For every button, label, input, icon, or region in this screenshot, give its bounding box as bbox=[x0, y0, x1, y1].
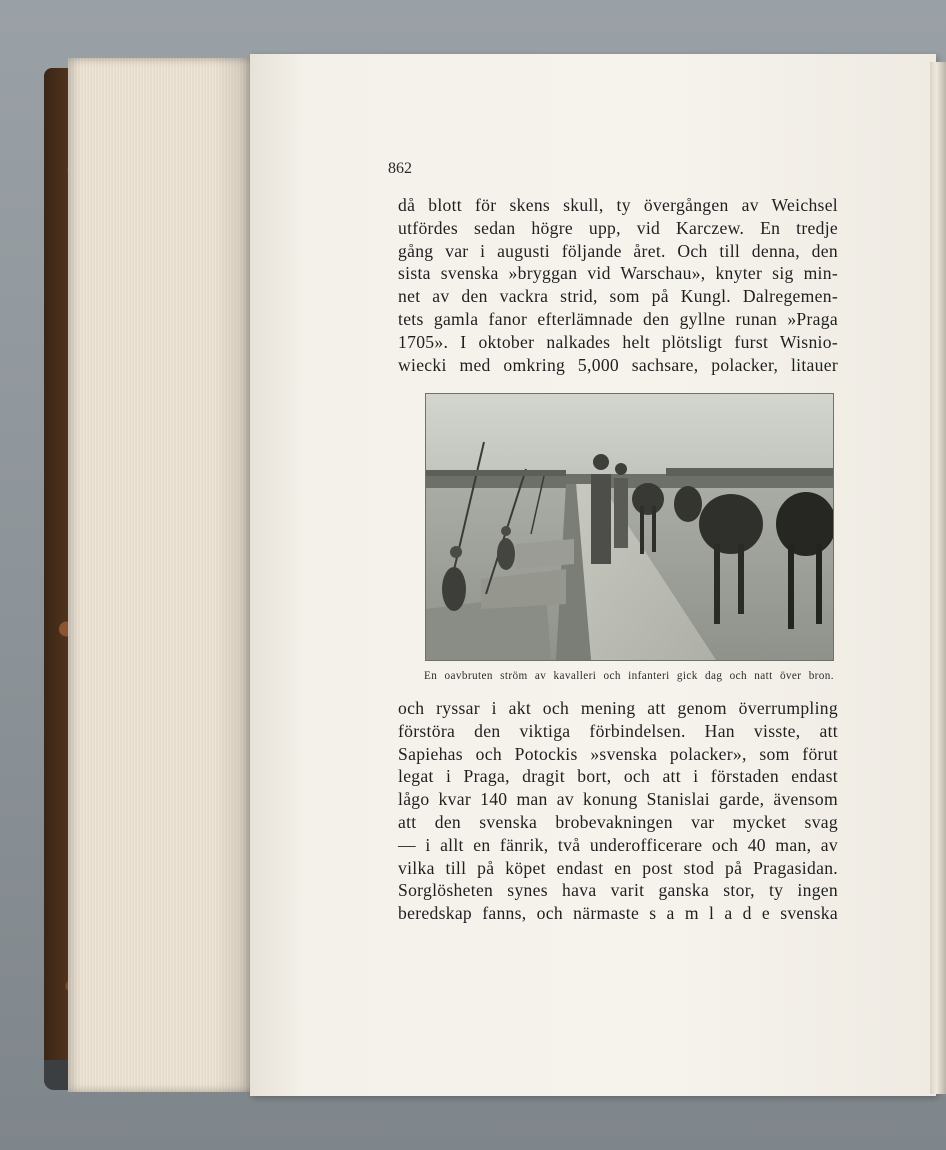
page-stack-edge bbox=[68, 58, 254, 1092]
text-line: 1705». I oktober nalkades helt plötsligt furst Wisnio- bbox=[398, 331, 838, 352]
text-line: lågo kvar 140 man av konung Stanislai garde, ävensom bbox=[398, 789, 838, 810]
text-line: net av den vackra strid, som på Kungl. Dalregemen- bbox=[398, 286, 838, 307]
text-line: legat i Praga, dragit bort, och att i förstaden endast bbox=[398, 766, 838, 787]
bridge-photograph bbox=[425, 393, 834, 661]
text-line: gång var i augusti följande året. Och till denna, den bbox=[398, 240, 838, 261]
text-line: förstöra den viktiga förbindelsen. Han visste, att bbox=[398, 720, 838, 741]
text-line: Sapiehas och Potockis »svenska polacker», som förut bbox=[398, 743, 838, 764]
paragraph-top bbox=[398, 194, 838, 376]
text-line: Sorglösheten synes hava varit ganska stor, ty ingen bbox=[398, 880, 838, 901]
text-line: wiecki med omkring 5,000 sachsare, polacker, litauer bbox=[398, 354, 838, 375]
text-line: beredskap fanns, och närmaste s a m l a d e svenska bbox=[398, 903, 838, 924]
text-line: sista svenska »bryggan vid Warschau», knyter sig min- bbox=[398, 263, 838, 284]
text-line: och ryssar i akt och mening att genom överrumpling bbox=[398, 698, 838, 718]
text-line: att den svenska brobevakningen var mycket svag bbox=[398, 811, 838, 832]
page-number: 862 bbox=[388, 160, 412, 177]
text-line: utfördes sedan högre upp, vid Karczew. En tredje bbox=[398, 217, 838, 238]
text-line: då blott för skens skull, ty övergången av Weichsel bbox=[398, 195, 838, 215]
page-fore-edge bbox=[930, 62, 946, 1094]
paragraph-bottom bbox=[398, 697, 838, 925]
text-line: vilka till på köpet endast en post stod på Pragasidan. bbox=[398, 857, 838, 878]
text-line: tets gamla fanor efterlämnade den gyllne runan »Praga bbox=[398, 308, 838, 329]
text-line: — i allt en fänrik, två underofficerare och 40 man, av bbox=[398, 834, 838, 855]
figure-caption: En oavbruten ström av kavalleri och infanteri gick dag och natt över bron. bbox=[424, 670, 834, 682]
